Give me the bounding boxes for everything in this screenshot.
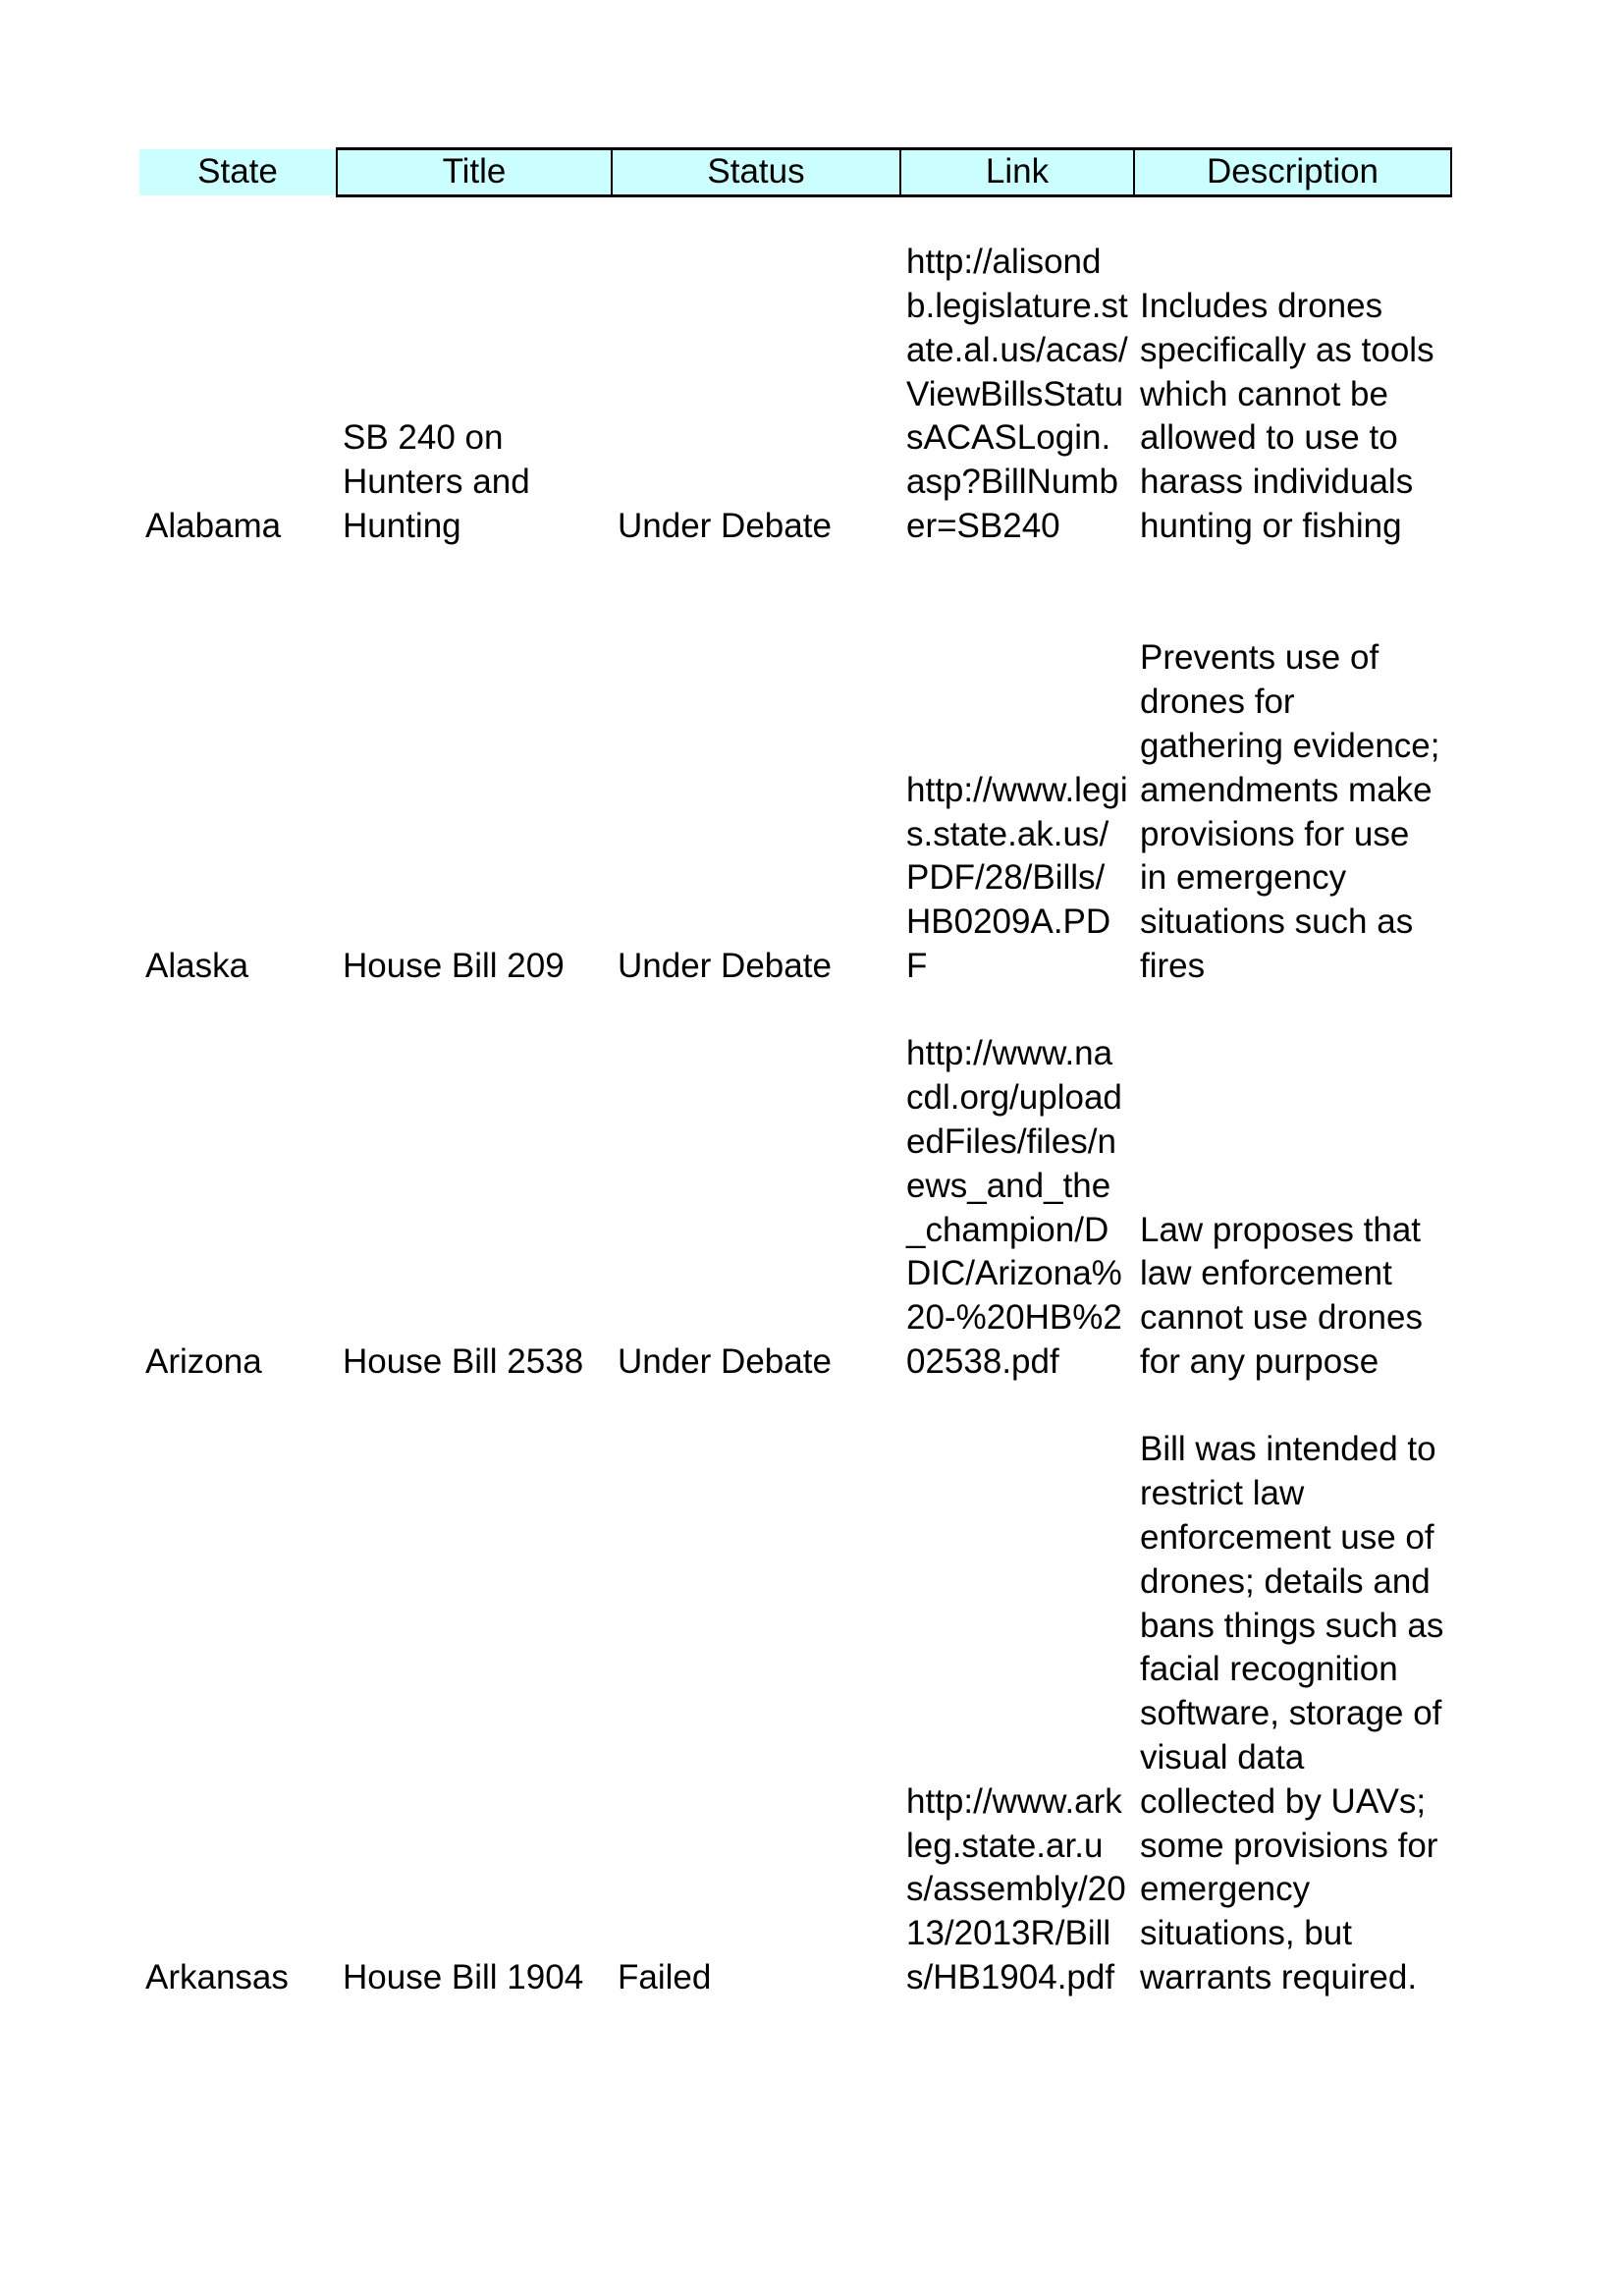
state-drone-bills-table bbox=[139, 147, 1452, 2000]
cell-state: Arkansas bbox=[145, 1958, 289, 1996]
cell-title: House Bill 209 bbox=[343, 947, 565, 985]
table-row bbox=[139, 1385, 1451, 2000]
cell-state: Arizona bbox=[145, 1342, 262, 1381]
cell-link[interactable]: http://alisondb.legislature.state.al.us/acas/ViewBillsStatusACASLogin.asp?BillNumber=SB240 bbox=[906, 243, 1128, 545]
header-state: State bbox=[139, 149, 337, 196]
table-row bbox=[139, 195, 1451, 549]
cell-link[interactable]: http://www.nacdl.org/uploadedFiles/files/news_and_the_champion/DDIC/Arizona%20-%20HB%202538.pdf bbox=[906, 1034, 1122, 1381]
cell-description: Law proposes that law enforcement cannot use drones for any purpose bbox=[1140, 1210, 1423, 1381]
header-title: Title bbox=[337, 149, 612, 196]
cell-title: House Bill 2538 bbox=[343, 1342, 584, 1381]
table-row bbox=[139, 549, 1451, 989]
header-link: Link bbox=[900, 149, 1134, 196]
cell-description: Prevents use of drones for gathering evidence; amendments make provisions for use in emergency situations such as fires bbox=[1140, 638, 1440, 985]
cell-state: Alabama bbox=[145, 507, 282, 545]
table-body bbox=[139, 195, 1451, 2000]
cell-status: Under Debate bbox=[618, 947, 832, 985]
cell-state: Alaska bbox=[145, 947, 249, 985]
cell-description: Includes drones specifically as tools which cannot be allowed to use to harass individuals hunting or fishing bbox=[1140, 287, 1434, 545]
cell-status: Failed bbox=[618, 1958, 712, 1996]
header-row bbox=[139, 149, 1451, 196]
cell-status: Under Debate bbox=[618, 1342, 832, 1381]
cell-link[interactable]: http://www.legis.state.ak.us/PDF/28/Bills/HB0209A.PDF bbox=[906, 770, 1128, 985]
cell-title: House Bill 1904 bbox=[343, 1958, 584, 1996]
table-header bbox=[139, 149, 1451, 196]
cell-status: Under Debate bbox=[618, 507, 832, 545]
table-row bbox=[139, 989, 1451, 1385]
header-status: Status bbox=[612, 149, 900, 196]
cell-description: Bill was intended to restrict law enforcement use of drones; details and bans things such as facial recognition software, storage of visual data collected by UAVs; some provisions for emergency situations, but warrants required. bbox=[1140, 1430, 1444, 1996]
header-description: Description bbox=[1134, 149, 1451, 196]
cell-link[interactable]: http://www.arkleg.state.ar.us/assembly/2013/2013R/Bills/HB1904.pdf bbox=[906, 1781, 1126, 1996]
cell-title: SB 240 on Hunters and Hunting bbox=[343, 418, 530, 545]
